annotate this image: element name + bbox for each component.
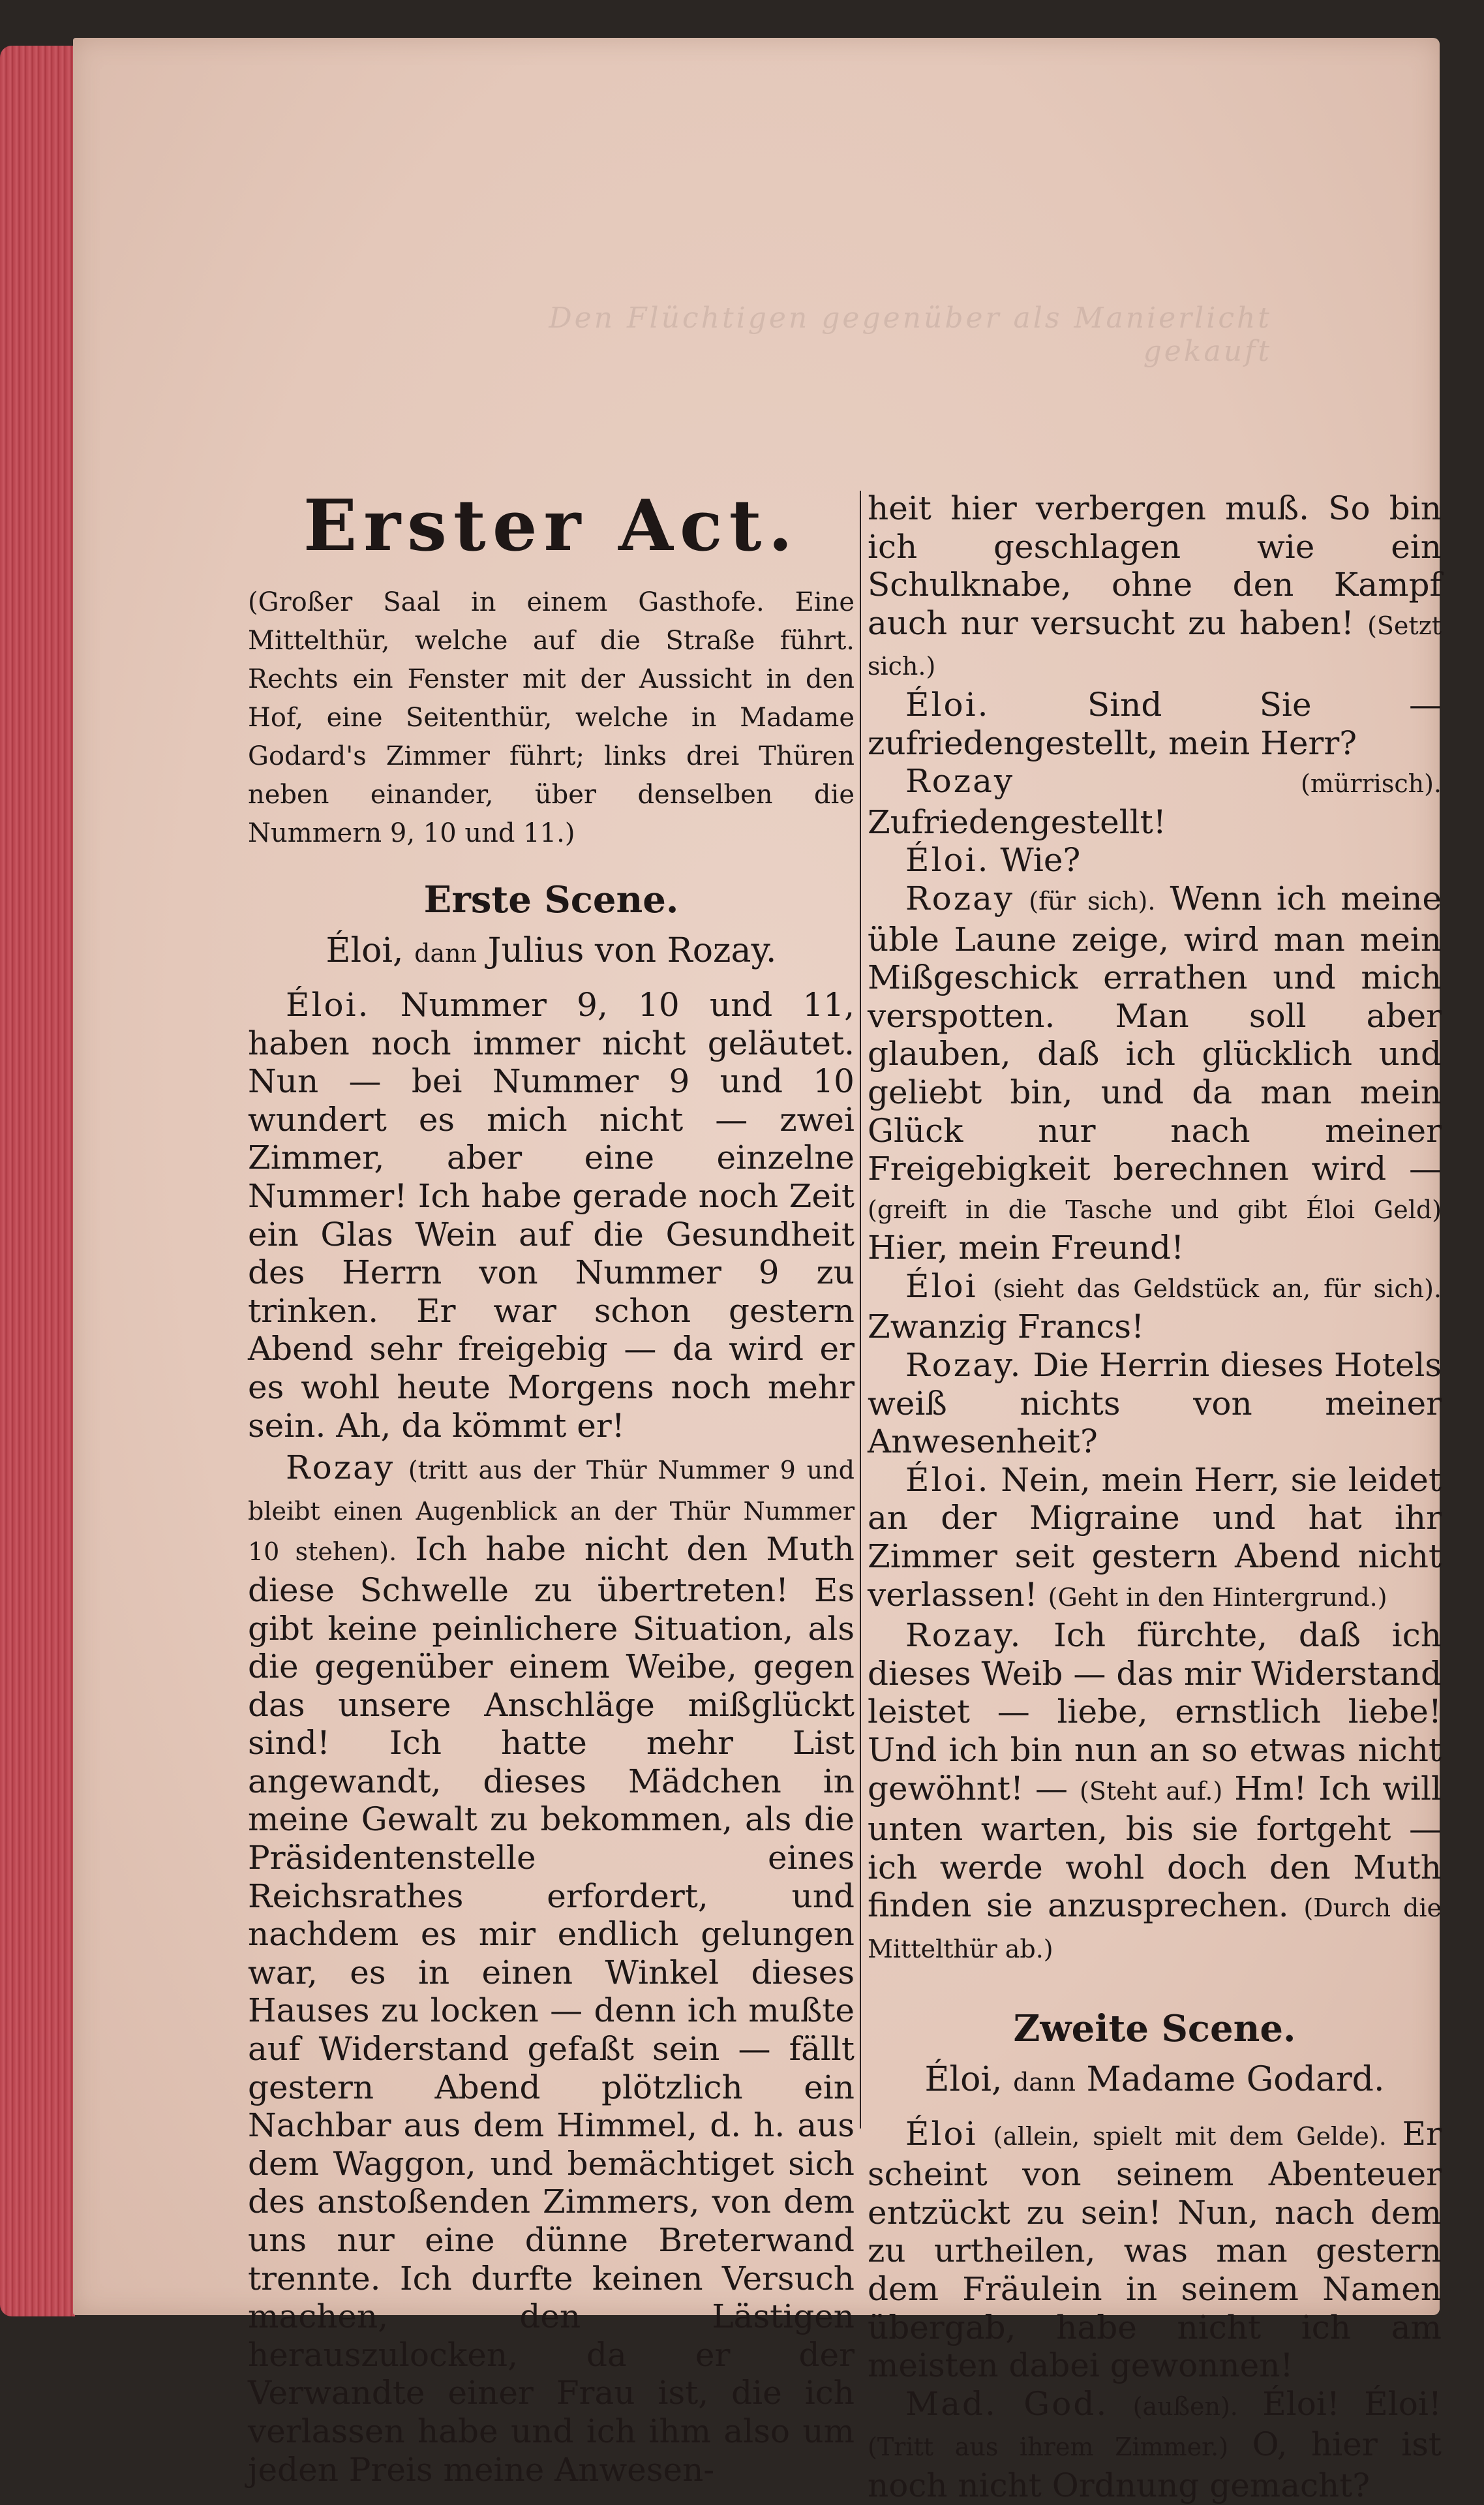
stage-direction: (Tritt aus ihrem Zimmer.) xyxy=(868,2433,1229,2462)
dialogue-paragraph xyxy=(868,686,1442,762)
character-name: Éloi, xyxy=(326,931,404,970)
page-edges xyxy=(0,46,75,2316)
scene-title: Zweite Scene. xyxy=(1013,2006,1296,2050)
dialogue-text: Die Herrin dieses Hotels weiß nichts von meiner Anwesenheit? xyxy=(868,1346,1442,1461)
dialogue-text: Éloi! Éloi! xyxy=(1262,2384,1442,2423)
dialogue-text: Wenn ich meine üble Laune zeige, wird man mein Mißgeschick errathen und mich verspotten. Man soll aber glauben, daß ich glücklich und geliebt bin, und da man mein Glück nur nach meiner Freigebigkeit berechnen wird — xyxy=(868,879,1442,1188)
character-list xyxy=(248,930,855,974)
stage-direction: (Setzt sich.) xyxy=(868,611,1442,681)
stage-direction: (tritt aus der Thür Nummer 9 und bleibt einen Augenblick an der Thür Nummer 10 stehen). xyxy=(248,1456,855,1567)
speaker-name: Rozay. xyxy=(905,1616,1023,1655)
stage-direction: (Steht auf.) xyxy=(1080,1776,1223,1806)
column-divider xyxy=(860,491,861,2128)
bleed-through-header: Den Flüchtigen gegenüber als Manierlicht gekauft xyxy=(549,301,1272,368)
dialogue-paragraph xyxy=(868,1616,1442,1968)
dialogue-paragraph xyxy=(868,2115,1442,2385)
speaker-name: Rozay xyxy=(905,879,1015,917)
setting-description: (Großer Saal in einem Gasthofe. Eine Mittelthür, welche auf die Straße führt. Rechts ein Fenster mit der Aussicht in den Hof, eine Seitenthür, welche in Madame Godard's Zimmer führt; links drei Thüren neben einander, über denselben die Nummern 9, 10 und 11.) xyxy=(248,587,855,848)
speaker-name: Éloi. xyxy=(905,685,990,724)
dialogue-paragraph xyxy=(868,880,1442,1267)
dialogue-paragraph xyxy=(868,1346,1442,1461)
left-column xyxy=(248,485,855,2489)
dialogue-paragraph xyxy=(868,1461,1442,1616)
dialogue-text: Nummer 9, 10 und 11, haben noch immer nicht geläutet. Nun — bei Nummer 9 und 10 wundert es mich nicht — zwei Zimmer, aber eine einzelne Nummer! Ich habe gerade noch Zeit ein Glas Wein auf die Gesundheit des Herrn von Nummer 9 zu trinken. Er war schon gestern Abend sehr freigebig — da wird er es wohl heute Morgens noch mehr sein. Ah, da kömmt er! xyxy=(248,986,855,1445)
dialogue-text: Er scheint von seinem Abenteuer entzückt zu sein! Nun, nach dem zu urtheilen, was man gestern dem Fräulein in seinem Namen übergab, habe nicht ich am meisten dabei gewonnen! xyxy=(868,2114,1442,2385)
speaker-name: Éloi. xyxy=(286,986,371,1024)
dialogue-text: Zufriedengestellt! xyxy=(868,803,1166,841)
dialogue-paragraph xyxy=(868,2385,1442,2505)
stage-direction: (greift in die Tasche und gibt Éloi Geld) xyxy=(868,1195,1442,1224)
stage-direction: (außen). xyxy=(1132,2391,1238,2421)
character-list xyxy=(868,2059,1442,2103)
character-name: Julius von Rozay. xyxy=(487,931,777,970)
dialogue-text: Zwanzig Francs! xyxy=(868,1308,1145,1346)
speaker-name: Mad. God. xyxy=(905,2384,1109,2423)
speaker-name: Rozay. xyxy=(905,1346,1023,1385)
dialogue-text: Ich fürchte, daß ich dieses Weib — das mir Widerstand leistet — liebe, ernstlich liebe! Und ich bin nun an so etwas nicht gewöhnt! — xyxy=(868,1616,1442,1807)
dialogue-paragraph xyxy=(868,489,1442,686)
speaker-name: Éloi. xyxy=(905,1460,990,1499)
right-column xyxy=(868,489,1442,2505)
speaker-name: Éloi xyxy=(905,2114,978,2153)
dialogue-text: heit hier verbergen muß. So bin ich geschlagen wie ein Schulknabe, ohne den Kampf auch nur versucht zu haben! xyxy=(868,489,1442,642)
dialogue-text: Ich habe nicht den Muth diese Schwelle zu übertreten! Es gibt keine peinlichere Situation, als die gegenüber einem Weibe, gegen das unsere Anschläge mißglückt sind! Ich hatte mehr List angewandt, dieses Mädchen in meine Gewalt zu bekommen, als die Präsidentenstelle eines Reichsrathes erfordert, und nachdem es mir endlich gelungen war, es in einen Winkel dieses Hauses zu locken — denn ich mußte auf Widerstand gefaßt sein — fällt gestern Abend plötzlich ein Nachbar aus dem Himmel, d. h. aus dem Waggon, und bemächtiget sich des anstoßenden Zimmers, von dem uns nur eine dünne Breterwand trennte. Ich durfte keinen Versuch machen, den Lästigen herauszulocken, da er der Verwandte einer Frau ist, die ich verlassen habe und ich ihm also um jeden Preis meine Anwesen- xyxy=(248,1530,855,2489)
dialogue-text: Wie? xyxy=(1000,841,1081,880)
speaker-name: Éloi. xyxy=(905,841,990,880)
stage-direction: (für sich). xyxy=(1029,886,1156,915)
stage-direction: (Geht in den Hintergrund.) xyxy=(1048,1582,1387,1612)
stage-direction: (Durch die Mittelthür ab.) xyxy=(868,1894,1442,1963)
dialogue-text: Nein, mein Herr, sie leidet an der Migraine und hat ihr Zimmer seit gestern Abend nicht verlassen! xyxy=(868,1460,1442,1614)
dialogue-text: Hm! Ich will unten warten, bis sie fortgeht — ich werde wohl doch den Muth finden sie anzusprechen. xyxy=(868,1769,1442,1925)
dialogue-paragraph xyxy=(868,841,1442,880)
dialogue-paragraph xyxy=(868,762,1442,841)
speaker-name: Rozay xyxy=(905,762,1015,801)
stage-direction: (sieht das Geldstück an, für sich). xyxy=(993,1274,1442,1303)
act-title: Erster Act. xyxy=(303,485,800,567)
stage-direction: (mürrisch). xyxy=(1301,769,1442,799)
dialogue-text: Hier, mein Freund! xyxy=(868,1229,1185,1267)
speaker-name: Rozay xyxy=(286,1449,395,1487)
dialogue-paragraph xyxy=(248,1449,855,2489)
dialogue-text: Sind Sie — zufriedengestellt, mein Herr? xyxy=(868,685,1442,762)
character-connector: dann xyxy=(1013,2067,1076,2097)
stage-direction: (allein, spielt mit dem Gelde). xyxy=(993,2121,1387,2151)
dialogue-paragraph xyxy=(868,1267,1442,1346)
dialogue-text: O, hier ist noch nicht Ordnung gemacht? xyxy=(868,2425,1442,2504)
scene-title: Erste Scene. xyxy=(423,878,679,921)
character-connector: dann xyxy=(414,939,477,968)
character-name: Éloi, xyxy=(924,2059,1003,2099)
character-name: Madame Godard. xyxy=(1086,2059,1385,2099)
speaker-name: Éloi xyxy=(905,1267,978,1305)
dialogue-paragraph xyxy=(248,986,855,1445)
